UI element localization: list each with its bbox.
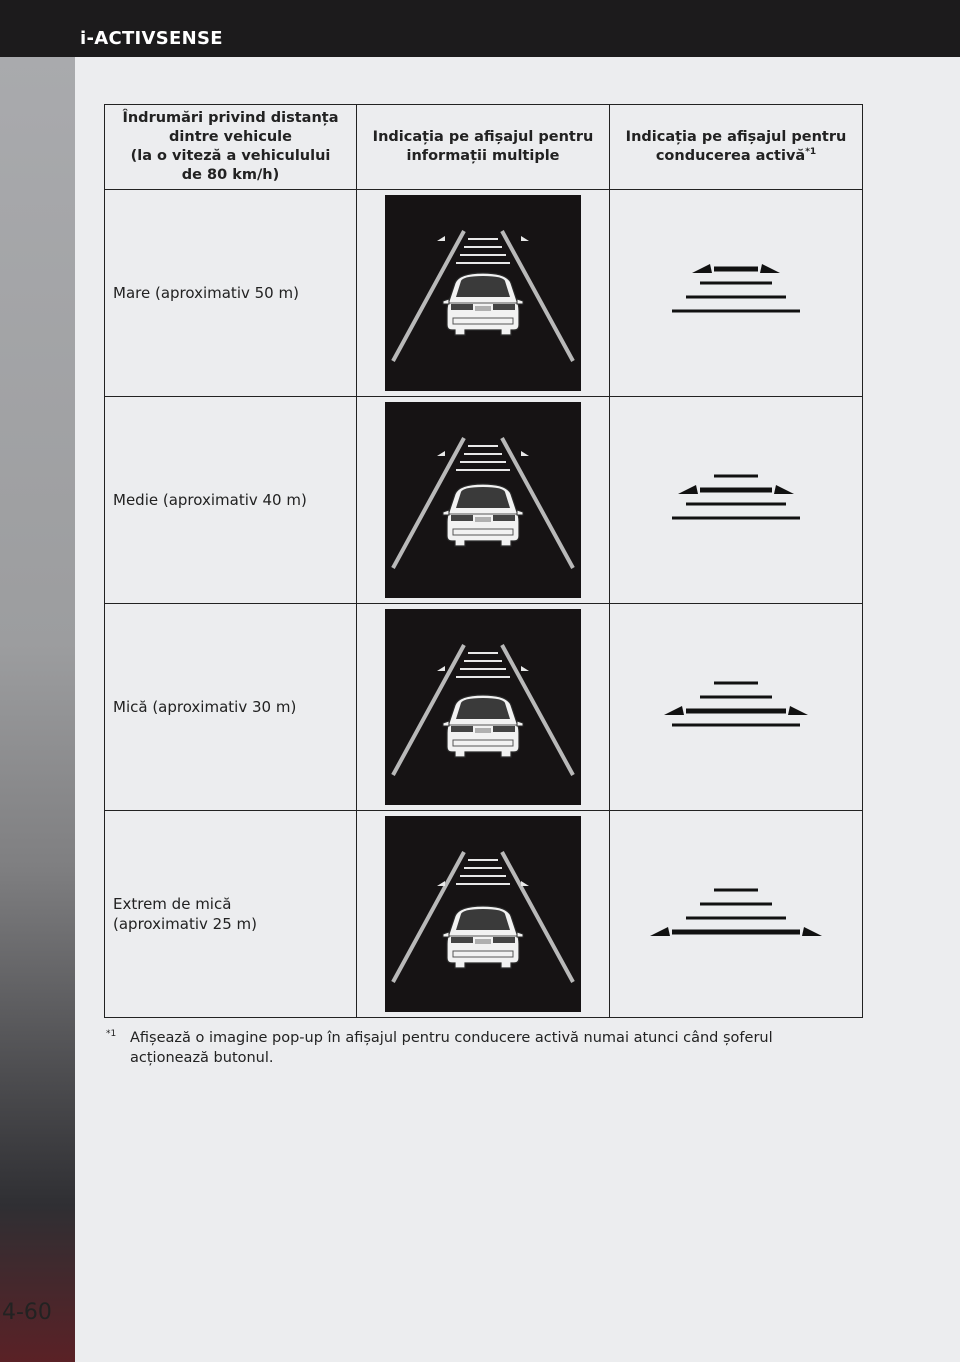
car-rear-icon	[443, 906, 523, 968]
marker-right-icon	[760, 264, 780, 273]
distance-table	[104, 104, 863, 1018]
active-driving-display-cell	[610, 811, 863, 1018]
distance-indicator-icon	[613, 261, 859, 325]
multi-info-display-cell	[357, 397, 610, 604]
marker-left-icon	[692, 264, 712, 273]
table-row	[105, 397, 863, 604]
table-row	[105, 811, 863, 1018]
distance-label-line: Mare (aproximativ 50 m)	[113, 283, 299, 302]
header-bar	[0, 0, 960, 57]
active-driving-display-cell	[610, 190, 863, 397]
distance-label-line: (aproximativ 25 m)	[113, 915, 257, 933]
footnote-text: Afișează o imagine pop-up în afișajul pentru conducere activă numai atunci când șoferul acționează butonul.	[130, 1030, 773, 1067]
distance-indicator-icon	[613, 468, 859, 532]
distance-label-line: Extrem de mică	[113, 894, 232, 913]
header-active-driving-display: Indicația pe afișajul pentru conducerea activă$^{*1}$	[610, 105, 863, 190]
section-title: i-ACTIVSENSE	[80, 28, 223, 49]
multi-info-display-image	[385, 195, 581, 391]
table-row	[105, 604, 863, 811]
car-rear-icon	[443, 273, 523, 335]
marker-left-icon	[650, 927, 670, 936]
distance-label	[105, 190, 357, 397]
distance-indicator-icon	[613, 675, 859, 739]
header-distance-guidance: Îndrumări privind distanța dintre vehicule (la o viteză a vehiculului de 80 km/h)	[105, 105, 357, 190]
multi-info-display-cell	[357, 190, 610, 397]
multi-info-display-image	[385, 402, 581, 598]
footnote-mark: *1	[106, 1029, 117, 1039]
table-row	[105, 190, 863, 397]
car-rear-icon	[443, 484, 523, 546]
multi-info-display-image	[385, 816, 581, 1012]
multi-info-display-cell	[357, 604, 610, 811]
active-driving-display-cell	[610, 604, 863, 811]
sidebar-photo	[0, 57, 75, 1362]
distance-indicator-icon	[613, 882, 859, 946]
marker-right-icon	[774, 485, 794, 494]
footnote-ref: *1	[805, 147, 817, 158]
car-rear-icon	[443, 695, 523, 757]
active-driving-display-cell	[610, 397, 863, 604]
table-header-row	[105, 105, 863, 190]
marker-right-icon	[802, 927, 822, 936]
distance-label	[105, 397, 357, 604]
footnote	[106, 1028, 846, 1069]
distance-label-line: Mică (aproximativ 30 m)	[113, 697, 297, 716]
distance-label	[105, 811, 357, 1018]
multi-info-display-image	[385, 609, 581, 805]
marker-right-icon	[788, 706, 808, 715]
marker-left-icon	[678, 485, 698, 494]
multi-info-display-cell	[357, 811, 610, 1018]
marker-left-icon	[664, 706, 684, 715]
distance-label-line: Medie (aproximativ 40 m)	[113, 490, 307, 509]
distance-label	[105, 604, 357, 811]
page-number: 4-60	[2, 1300, 52, 1325]
header-multi-info-display: Indicația pe afișajul pentru informații multiple	[357, 105, 610, 190]
